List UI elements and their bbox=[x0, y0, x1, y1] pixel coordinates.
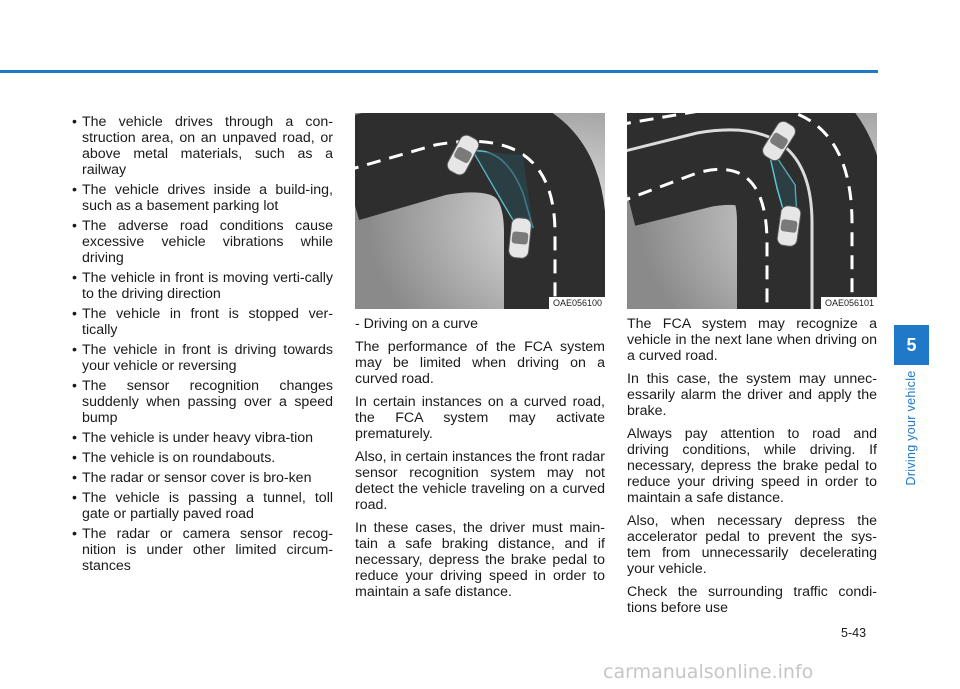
curve-road-illustration bbox=[627, 113, 877, 309]
list-item: • The sensor recognition changes suddenly when passing over a speed bump bbox=[68, 378, 333, 426]
chapter-title: Driving your vehicle bbox=[904, 370, 918, 486]
column-3 bbox=[627, 316, 877, 623]
list-item: • The radar or sensor cover is bro-ken bbox=[68, 470, 333, 486]
figure-code: OAE056100 bbox=[549, 297, 605, 309]
paragraph: The FCA system may recognize a vehicle in the next lane when driving on a curved road. bbox=[627, 316, 877, 364]
list-item: • The vehicle in front is moving verti-cally to the driving direction bbox=[68, 270, 333, 302]
paragraph: In this case, the system may unnec-essarily alarm the driver and apply the brake. bbox=[627, 371, 877, 419]
paragraph: In certain instances on a curved road, the FCA system may activate prematurely. bbox=[355, 394, 605, 442]
list-item: • The vehicle in front is driving towards your vehicle or reversing bbox=[68, 342, 333, 374]
list-item: • The vehicle in front is stopped ver-tically bbox=[68, 306, 333, 338]
paragraph: Check the surrounding traffic condi-tions before use bbox=[627, 584, 877, 616]
paragraph: In these cases, the driver must main-tain a safe braking distance, and if necessary, depress the brake pedal to reduce your driving speed in order to maintain a safe distance. bbox=[355, 520, 605, 600]
list-item: • The vehicle drives inside a build-ing, such as a basement parking lot bbox=[68, 182, 333, 214]
list-item: • The vehicle is on roundabouts. bbox=[68, 450, 333, 466]
page-number: 5-43 bbox=[841, 626, 867, 640]
column-2 bbox=[355, 316, 605, 607]
curve-road-illustration bbox=[355, 113, 605, 309]
list-item: • The radar or camera sensor recog-nition is under other limited circum-stances bbox=[68, 526, 333, 574]
list-item: • The vehicle is passing a tunnel, toll gate or partially paved road bbox=[68, 490, 333, 522]
figure-curve-same-lane bbox=[355, 113, 605, 309]
paragraph: The performance of the FCA system may be limited when driving on a curved road. bbox=[355, 339, 605, 387]
figure-code: OAE056101 bbox=[821, 297, 877, 309]
header-rule bbox=[0, 70, 878, 73]
chapter-number-tab: 5 bbox=[894, 325, 929, 365]
list-item: • The vehicle drives through a con-struction area, on an unpaved road, or above metal materials, such as a railway bbox=[68, 114, 333, 178]
limitation-list bbox=[68, 114, 333, 574]
paragraph: Also, in certain instances the front radar sensor recognition system may not detect the vehicle traveling on a curved road. bbox=[355, 449, 605, 513]
column-1 bbox=[68, 114, 333, 578]
paragraph: Always pay attention to road and driving conditions, while driving. If necessary, depress the brake pedal to reduce your driving speed in order to maintain a safe distance. bbox=[627, 426, 877, 506]
list-item: • The adverse road conditions cause excessive vehicle vibrations while driving bbox=[68, 218, 333, 266]
figure-curve-next-lane bbox=[627, 113, 877, 309]
paragraph: - Driving on a curve bbox=[355, 316, 479, 332]
list-item: • The vehicle is under heavy vibra-tion bbox=[68, 430, 333, 446]
watermark: carmanualsonline.info bbox=[603, 661, 814, 683]
paragraph: Also, when necessary depress the accelerator pedal to prevent the sys-tem from unnecessarily decelerating your vehicle. bbox=[627, 513, 877, 577]
